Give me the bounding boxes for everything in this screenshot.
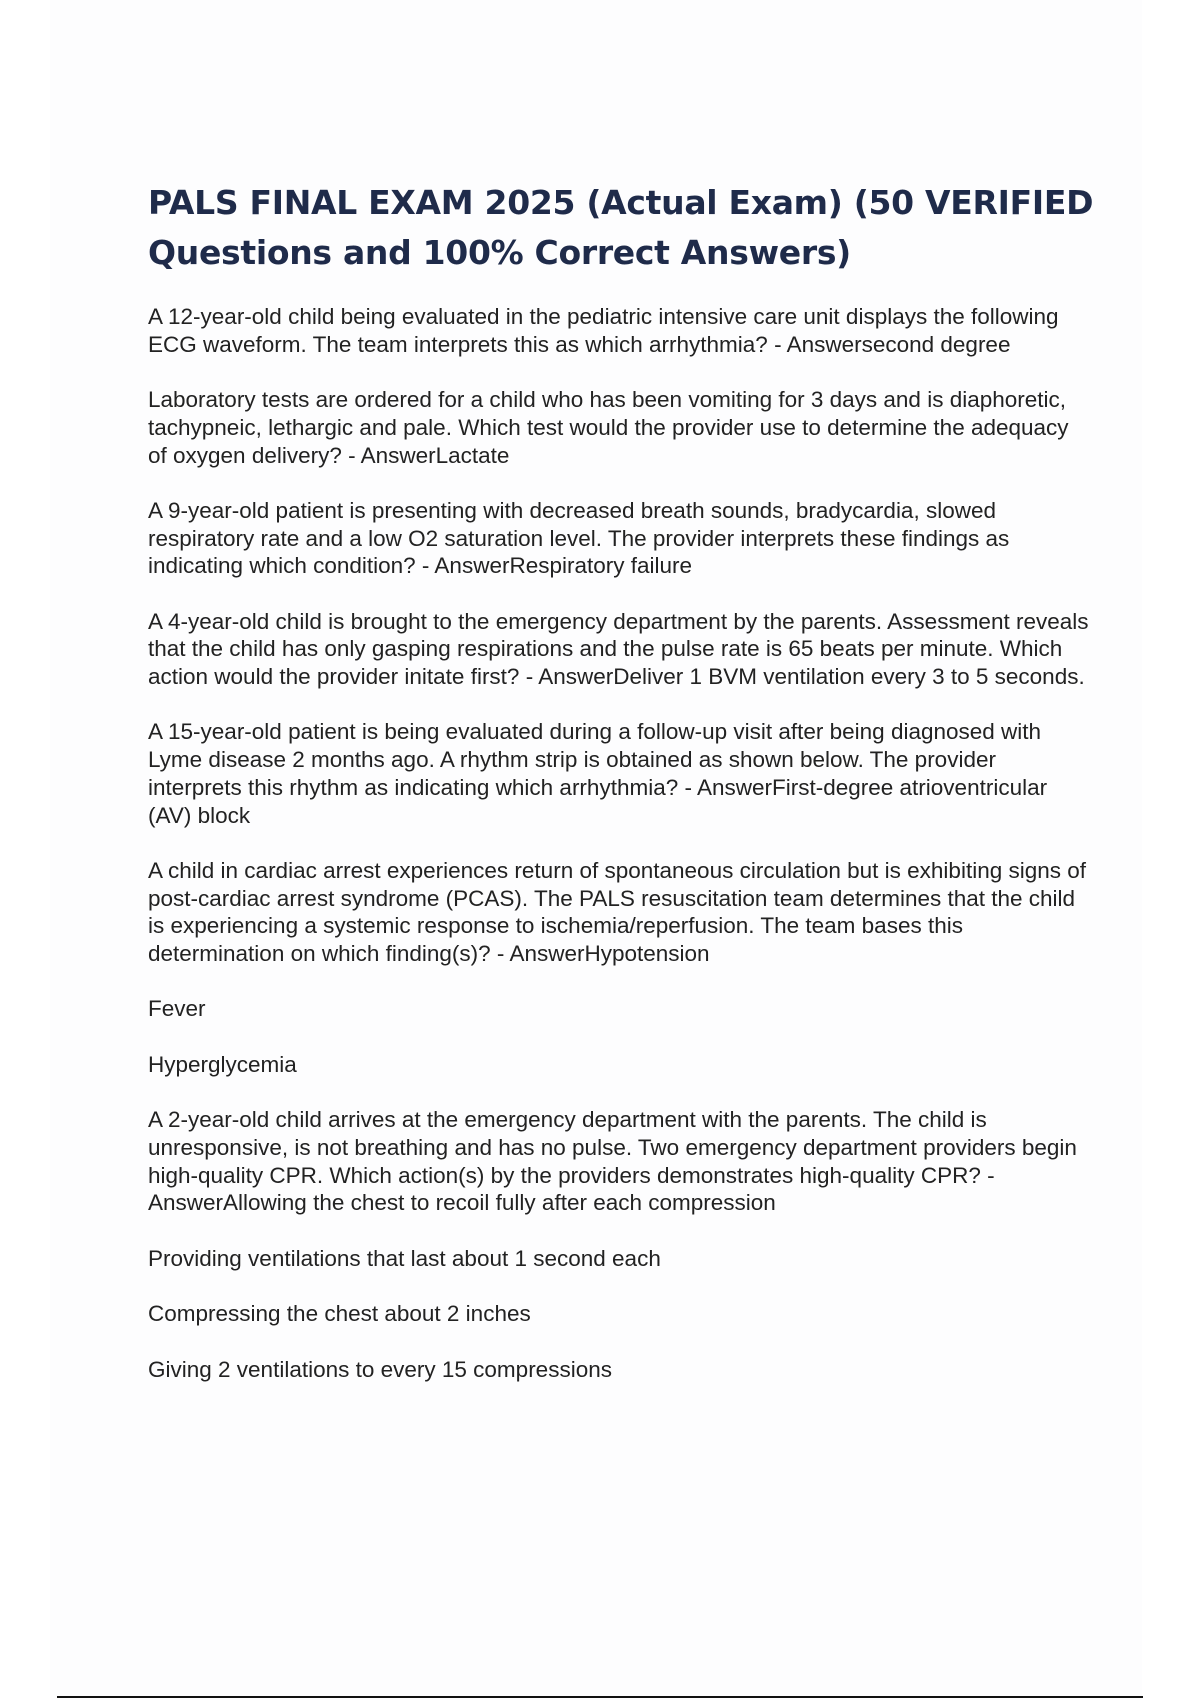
answer-item: Giving 2 ventilations to every 15 compressions xyxy=(148,1356,612,1382)
question-paragraph: A child in cardiac arrest experiences return of spontaneous circulation but is exhibiting signs of post-cardiac arrest syndrome (PCAS). The PALS resuscitation team determines that the child is experiencing a systemic response to ischemia/reperfusion. The team bases this determination on which finding(s)? - AnswerHypotension xyxy=(148,857,1087,967)
question-paragraph: Laboratory tests are ordered for a child who has been vomiting for 3 days and is diaphoretic, tachypneic, lethargic and pale. Which test would the provider use to determine the adequacy of oxygen delivery? - AnswerLactate xyxy=(148,387,1069,468)
document-body xyxy=(148,303,1090,1411)
document-title: PALS FINAL EXAM 2025 (Actual Exam) (50 VERIFIED Questions and 100% Correct Answers) xyxy=(148,183,1094,272)
answer-item: Providing ventilations that last about 1 second each xyxy=(148,1245,661,1271)
question-paragraph: A 15-year-old patient is being evaluated during a follow-up visit after being diagnosed with Lyme disease 2 months ago. A rhythm strip is obtained as shown below. The provider interprets this rhythm as indicating which arrhythmia? - AnswerFirst-degree atrioventricular (AV) block xyxy=(148,719,1048,828)
question-paragraph: A 4-year-old child is brought to the emergency department by the parents. Assessment reveals that the child has only gasping respirations and the pulse rate is 65 beats per minute. Which action would the provider initate first? - AnswerDeliver 1 BVM ventilation every 3 to 5 seconds. xyxy=(148,608,1089,690)
answer-item: Compressing the chest about 2 inches xyxy=(148,1301,531,1327)
answer-item: Hyperglycemia xyxy=(148,1051,297,1077)
bottom-divider xyxy=(57,1696,1143,1698)
question-paragraph: A 9-year-old patient is presenting with decreased breath sounds, bradycardia, slowed respiratory rate and a low O2 saturation level. The provider interprets these findings as indicating which condition? - AnswerRespiratory failure xyxy=(148,497,1010,579)
question-paragraph: A 12-year-old child being evaluated in the pediatric intensive care unit displays the following ECG waveform. The team interprets this as which arrhythmia? - Answersecond degree xyxy=(148,304,1059,357)
question-paragraph: A 2-year-old child arrives at the emergency department with the parents. The child is unresponsive, is not breathing and has no pulse. Two emergency department providers begin high-quality CPR. Which action(s) by the providers demonstrates high-quality CPR? - AnswerAllowing the chest to recoil fully after each compression xyxy=(148,1107,1077,1216)
answer-item: Fever xyxy=(148,996,206,1022)
